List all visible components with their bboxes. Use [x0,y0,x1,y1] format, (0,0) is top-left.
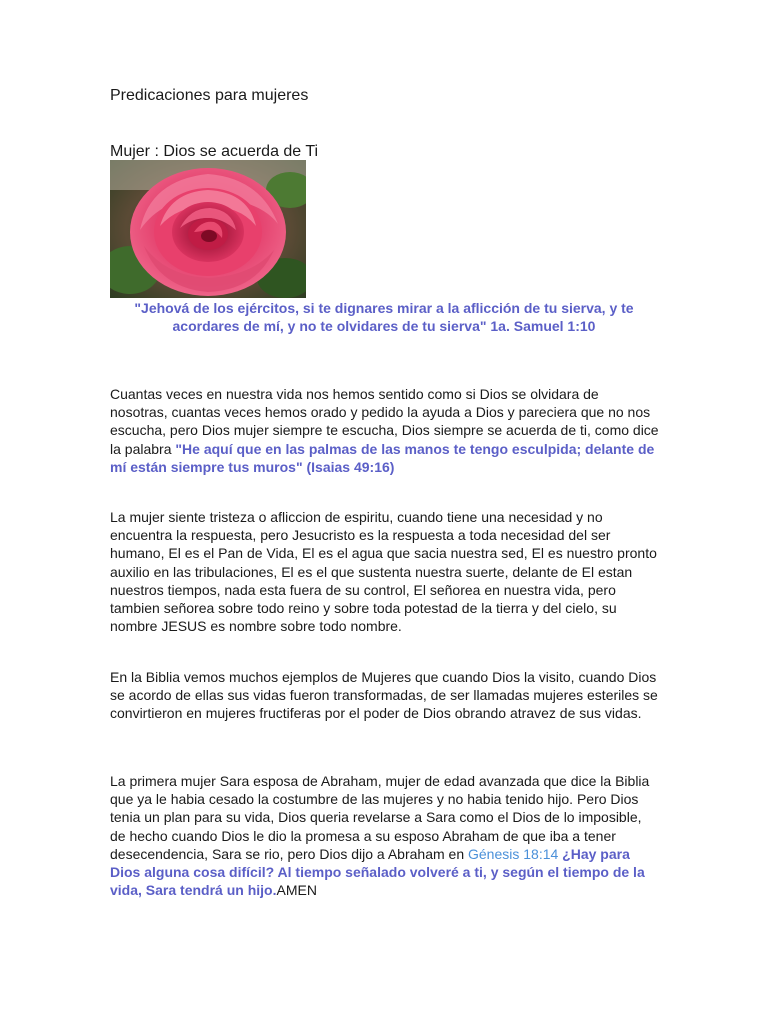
paragraph-4 [110,772,660,899]
paragraph-2: La mujer siente tristeza o afliccion de espiritu, cuando tiene una necesidad y no encuentra la respuesta, pero Jesucristo es la respuesta a toda necesidad del ser humano, El es el Pan de Vida, El es el agua que sacia nuestra sed, El es nuestro pronto auxilio en las tribulaciones, El es el que sustenta nuestra suerte, delante de El estan nuestros tiempos, nada esta fuera de su control, El señorea en nuestra vida, pero tambien señorea sobre todo reino y sobre toda potestad de la tierra y del cielo, su nombre JESUS es nombre sobre todo nombre. [110,509,657,635]
verse-quote: "Jehová de los ejércitos, si te dignares mirar a la aflicción de tu sierva, y te acordares de mí, y no te olvidares de tu sierva" 1a. Samuel 1:10 [134,300,634,334]
post-title: Mujer : Dios se acuerda de Ti [110,143,319,160]
document-title: Predicaciones para mujeres [110,87,309,104]
paragraph-1-text: Cuantas veces en nuestra vida nos hemos sentido como si Dios se olvidara de nosotras, cuantas veces hemos orado y pedido la ayuda a Dios y pareciera que no nos escucha, pero Dios mujer siempre te escucha, Dios siempre se acuerda de ti, como dice la palabra [110,386,659,457]
genesis-link[interactable]: Génesis 18:14 [468,845,559,862]
paragraph-4-ending: AMEN [276,882,317,899]
paragraph-1-quote: "He aquí que en las palmas de las manos te tengo esculpida; delante de mí están siempre tus muros" (Isaias 49:16) [110,440,655,475]
paragraph-4-quote: ¿Hay para Dios alguna cosa difícil? Al tiempo señalado volveré a ti, y según el tiempo de la vida, Sara tendrá un hijo. [110,845,645,899]
paragraph-3: En la Biblia vemos muchos ejemplos de Mujeres que cuando Dios la visito, cuando Dios se acordo de ellas sus vidas fueron transformadas, de ser llamadas mujeres esteriles se convirtieron en mujeres fructiferas por el poder de Dios obrando atravez de sus vidas. [110,669,658,722]
paragraph-4-text: La primera mujer Sara esposa de Abraham, mujer de edad avanzada que dice la Biblia que ya le habia cesado la costumbre de las mujeres y no habia tenido hijo. Pero Dios tenia un plan para su vida, Dios queria revelarse a Sara como el Dios de lo imposible, de hecho cuando Dios le dio la promesa a su esposo Abraham de que iba a tener desecendencia, Sara se rio, pero Dios dijo a Abraham en [110,773,650,862]
paragraph-1 [110,385,660,476]
rose-image [110,160,306,298]
